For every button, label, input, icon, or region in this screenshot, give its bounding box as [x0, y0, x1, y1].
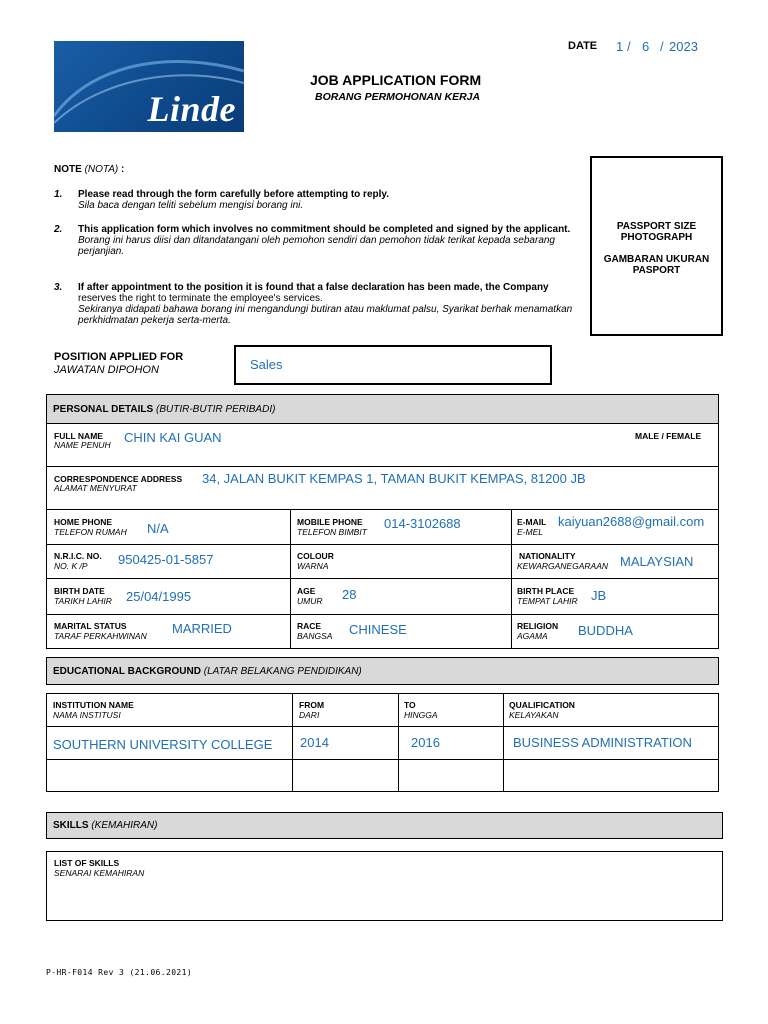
date-label: DATE	[568, 40, 598, 52]
skills-box[interactable]	[46, 851, 723, 921]
address-label-alt: ALAMAT MENYURAT	[54, 483, 137, 493]
birth-date-label: BIRTH DATE	[54, 586, 105, 596]
email-label: E-MAIL	[517, 517, 547, 527]
education-column-header-alt: DARI	[299, 710, 320, 720]
birth-date-value[interactable]: 25/04/1995	[126, 589, 192, 604]
form-code: P-HR-F014 Rev 3 (21.06.2021)	[46, 968, 193, 977]
skills-list-label: LIST OF SKILLS	[54, 858, 120, 868]
marital-status-label: MARITAL STATUS	[54, 621, 127, 631]
date-day[interactable]: 1	[616, 39, 624, 54]
form-title: JOB APPLICATION FORM	[310, 72, 482, 88]
date-separator: /	[627, 39, 631, 54]
personal-details-table	[46, 424, 719, 649]
photo-label: PASPORT	[632, 265, 681, 276]
form-subtitle: BORANG PERMOHONAN KERJA	[315, 91, 481, 103]
nationality-label: NATIONALITY	[519, 551, 576, 561]
full-name-label-alt: NAME PENUH	[54, 440, 111, 450]
home-phone-value[interactable]: N/A	[147, 521, 169, 536]
mobile-phone-value[interactable]: 014-3102688	[384, 516, 461, 531]
photo-label: PASSPORT SIZE	[616, 221, 697, 232]
education-column-header: INSTITUTION NAME	[53, 700, 134, 710]
birth-place-label-alt: TEMPAT LAHIR	[517, 596, 578, 606]
mobile-phone-label-alt: TELEFON BIMBIT	[297, 527, 367, 537]
nric-label: N.R.I.C. NO.	[54, 551, 102, 561]
logo-wordmark: Linde	[147, 89, 236, 129]
note-item: 3. If after appointment to the position it is found that a false declaration has been made, the Company reserves the right to terminate the employee's services. Sekiranya didapati bahawa borang ini mengandungi butiran atau maklumat palsu, Syarikat berhak menamatkan perkhidmatan pekerja serta-merta.	[54, 282, 573, 326]
race-label-alt: BANGSA	[297, 631, 333, 641]
home-phone-label-alt: TELEFON RUMAH	[54, 527, 127, 537]
position-label: POSITION APPLIED FOR	[54, 351, 184, 363]
email-value[interactable]: kaiyuan2688@gmail.com	[558, 514, 705, 529]
education-header: EDUCATIONAL BACKGROUND (LATAR BELAKANG PENDIDIKAN)	[46, 657, 719, 685]
note-heading: NOTE (NOTA) :	[54, 164, 125, 175]
nric-label-alt: NO. K /P	[54, 561, 88, 571]
age-label: AGE	[297, 586, 316, 596]
home-phone-label: HOME PHONE	[54, 517, 113, 527]
full-name-label: FULL NAME	[54, 431, 103, 441]
nric-value[interactable]: 950425-01-5857	[118, 552, 214, 567]
birth-place-value[interactable]: JB	[591, 588, 607, 603]
position-value: Sales	[250, 357, 283, 372]
education-column-header: TO	[404, 700, 416, 710]
education-to-cell[interactable]: 2016	[411, 735, 440, 750]
note-item: 1. Please read through the form carefully before attempting to reply. Sila baca dengan teliti sebelum mengisi borang ini.	[54, 189, 389, 211]
colour-label: COLOUR	[297, 551, 334, 561]
education-column-header: QUALIFICATION	[509, 700, 575, 710]
note-item: 2. This application form which involves no commitment should be completed and signed by the applicant. Borang ini harus diisi dan ditandatangani oleh pemohon sendiri dan pemohon tidak terikat kepada sebarang perjanjian.	[54, 224, 571, 257]
nationality-label-alt: KEWARGANEGARAAN	[517, 561, 609, 571]
skills-header: SKILLS (KEMAHIRAN)	[46, 812, 723, 839]
date-year[interactable]: 2023	[669, 39, 698, 54]
age-value[interactable]: 28	[342, 587, 357, 602]
education-column-header-alt: KELAYAKAN	[509, 710, 559, 720]
personal-details-header: PERSONAL DETAILS (BUTIR-BUTIR PERIBADI)	[46, 394, 719, 424]
position-label-alt: JAWATAN DIPOHON	[54, 364, 159, 376]
gender-label[interactable]: MALE / FEMALE	[635, 431, 702, 441]
mobile-phone-label: MOBILE PHONE	[297, 517, 363, 527]
education-qualification-cell[interactable]: BUSINESS ADMINISTRATION	[513, 735, 692, 750]
full-name-value[interactable]: CHIN KAI GUAN	[124, 430, 222, 445]
address-label: CORRESPONDENCE ADDRESS	[54, 474, 183, 484]
religion-value[interactable]: BUDDHA	[578, 623, 633, 638]
photo-label: GAMBARAN UKURAN	[603, 254, 710, 265]
date-separator: /	[660, 39, 664, 54]
marital-status-label-alt: TARAF PERKAHWINAN	[54, 631, 147, 641]
company-logo	[54, 41, 244, 132]
photo-label: PHOTOGRAPH	[620, 232, 693, 243]
birth-place-label: BIRTH PLACE	[517, 586, 575, 596]
date-month[interactable]: 6	[642, 39, 650, 54]
race-label: RACE	[297, 621, 322, 631]
religion-label: RELIGION	[517, 621, 559, 631]
education-from-cell[interactable]: 2014	[300, 735, 329, 750]
birth-date-label-alt: TARIKH LAHIR	[54, 596, 112, 606]
passport-photo-box[interactable]	[590, 156, 723, 336]
skills-list-label-alt: SENARAI KEMAHIRAN	[54, 868, 145, 878]
religion-label-alt: AGAMA	[517, 631, 548, 641]
age-label-alt: UMUR	[297, 596, 323, 606]
education-institution-cell[interactable]: SOUTHERN UNIVERSITY COLLEGE	[53, 737, 273, 752]
nationality-value[interactable]: MALAYSIAN	[620, 554, 694, 569]
email-label-alt: E-MEL	[517, 527, 543, 537]
colour-label-alt: WARNA	[297, 561, 329, 571]
race-value[interactable]: CHINESE	[349, 622, 407, 637]
address-value[interactable]: 34, JALAN BUKIT KEMPAS 1, TAMAN BUKIT KEMPAS, 81200 JB	[202, 471, 586, 486]
position-input[interactable]	[234, 345, 552, 385]
education-column-header-alt: HINGGA	[404, 710, 438, 720]
education-column-header: FROM	[299, 700, 325, 710]
marital-status-value[interactable]: MARRIED	[172, 621, 232, 636]
education-column-header-alt: NAMA INSTITUSI	[53, 710, 121, 720]
